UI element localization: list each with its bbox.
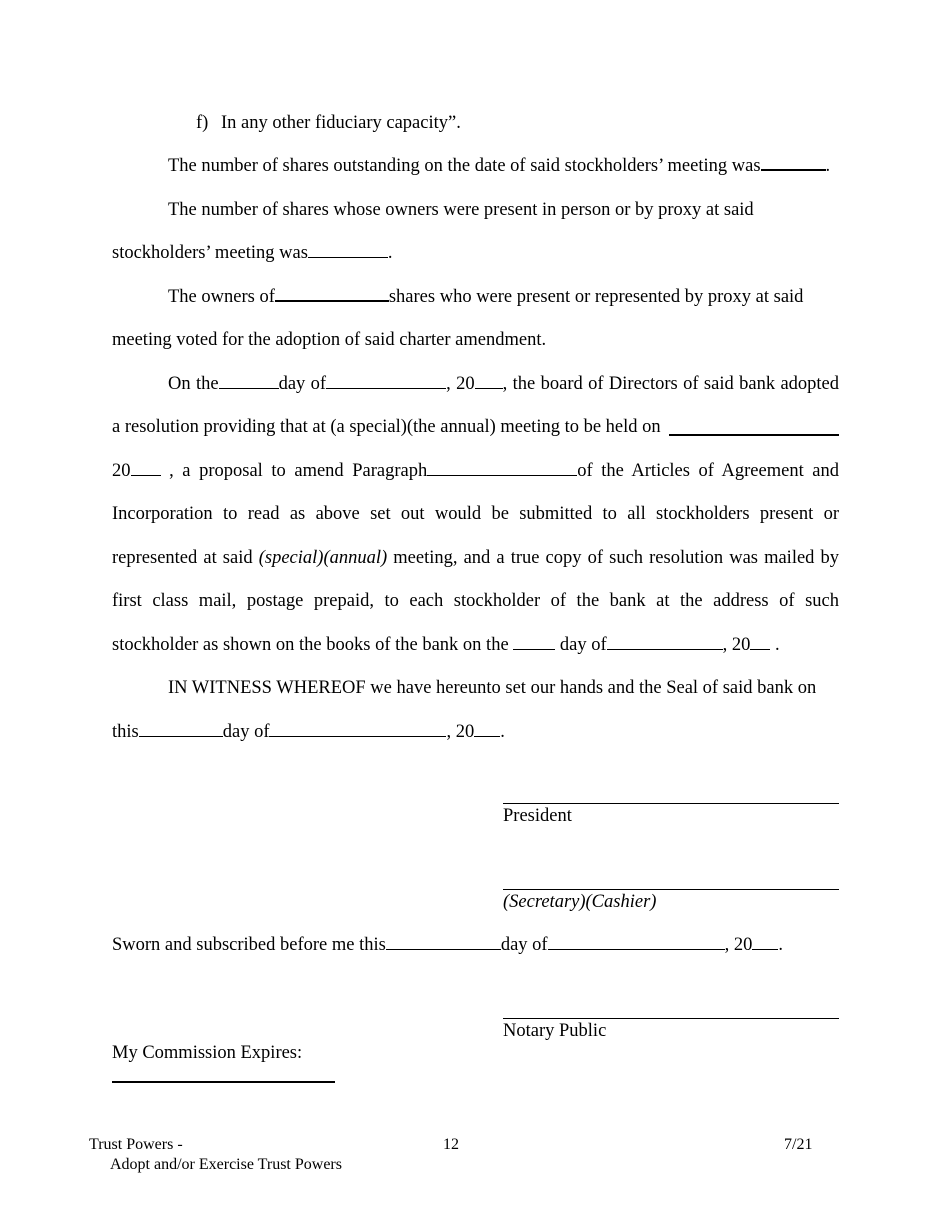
list-item-text: In any other fiduciary capacity”.	[220, 113, 461, 133]
shares-present-paragraph: The number of shares whose owners were present in person or by proxy at said	[168, 200, 754, 220]
board-resolution-line5: represented at said (special)(annual) meeting, and a true copy of such resolution was mailed by	[112, 548, 840, 568]
president-signature-line[interactable]	[503, 803, 839, 804]
footer-section-subtitle: Adopt and/or Exercise Trust Powers	[110, 1156, 342, 1173]
list-marker: f)	[196, 113, 209, 133]
meeting-date-blank[interactable]	[669, 434, 839, 436]
witness-month-blank[interactable]	[269, 722, 446, 737]
owners-paragraph: The owners of shares who were present or represented by proxy at said	[168, 287, 804, 307]
books-year-blank[interactable]	[750, 635, 770, 650]
shares-present-paragraph-line2: stockholders’ meeting was .	[112, 243, 393, 263]
resolution-year-blank[interactable]	[475, 374, 503, 389]
page-number: 12	[443, 1136, 459, 1153]
board-resolution-line7: stockholder as shown on the books of the bank on the day of , 20 .	[112, 635, 780, 655]
notary-public-label: Notary Public	[503, 1021, 607, 1041]
owners-paragraph-line2: meeting voted for the adoption of said charter amendment.	[112, 330, 547, 350]
notary-signature-line[interactable]	[503, 1018, 839, 1019]
footer-section-title: Trust Powers -	[89, 1136, 183, 1153]
board-resolution-line6: first class mail, postage prepaid, to each stockholder of the bank at the address of such	[112, 591, 839, 611]
resolution-day-blank[interactable]	[219, 374, 279, 389]
witness-day-blank[interactable]	[139, 722, 223, 737]
board-resolution-line1: On the day of , 20 , the board of Directors of said bank adopted	[168, 374, 840, 394]
sworn-year-blank[interactable]	[752, 935, 778, 950]
books-day-blank[interactable]	[513, 635, 555, 650]
board-resolution-line4: Incorporation to read as above set out would be submitted to all stockholders present or	[112, 504, 839, 524]
paragraph-number-blank[interactable]	[427, 461, 577, 476]
sworn-day-blank[interactable]	[386, 935, 501, 950]
shares-outstanding-blank[interactable]	[761, 155, 826, 171]
shares-outstanding-paragraph: The number of shares outstanding on the date of said stockholders’ meeting was .	[168, 156, 831, 176]
revision-date: 7/21	[784, 1136, 813, 1153]
witness-paragraph-line2: this day of , 20 .	[112, 722, 505, 742]
meeting-year-blank[interactable]	[131, 461, 161, 476]
shares-present-blank[interactable]	[308, 243, 388, 258]
list-item-f	[196, 112, 461, 134]
board-resolution-line2: a resolution providing that at (a special)(the annual) meeting to be held on	[112, 417, 661, 437]
owners-shares-blank[interactable]	[275, 286, 389, 302]
secretary-signature-line[interactable]	[503, 889, 839, 890]
witness-paragraph: IN WITNESS WHEREOF we have hereunto set our hands and the Seal of said bank on	[168, 678, 817, 698]
president-label: President	[503, 806, 572, 826]
sworn-statement: Sworn and subscribed before me this day of , 20 .	[112, 935, 783, 955]
resolution-month-blank[interactable]	[326, 374, 446, 389]
witness-year-blank[interactable]	[474, 722, 500, 737]
secretary-cashier-label: (Secretary)(Cashier)	[503, 892, 657, 912]
commission-expires-line[interactable]	[112, 1081, 335, 1083]
commission-expires-label: My Commission Expires:	[112, 1043, 303, 1063]
books-month-blank[interactable]	[607, 635, 723, 650]
sworn-month-blank[interactable]	[548, 935, 725, 950]
board-resolution-line3: 20 , a proposal to amend Paragraph of the Articles of Agreement and	[112, 461, 840, 481]
